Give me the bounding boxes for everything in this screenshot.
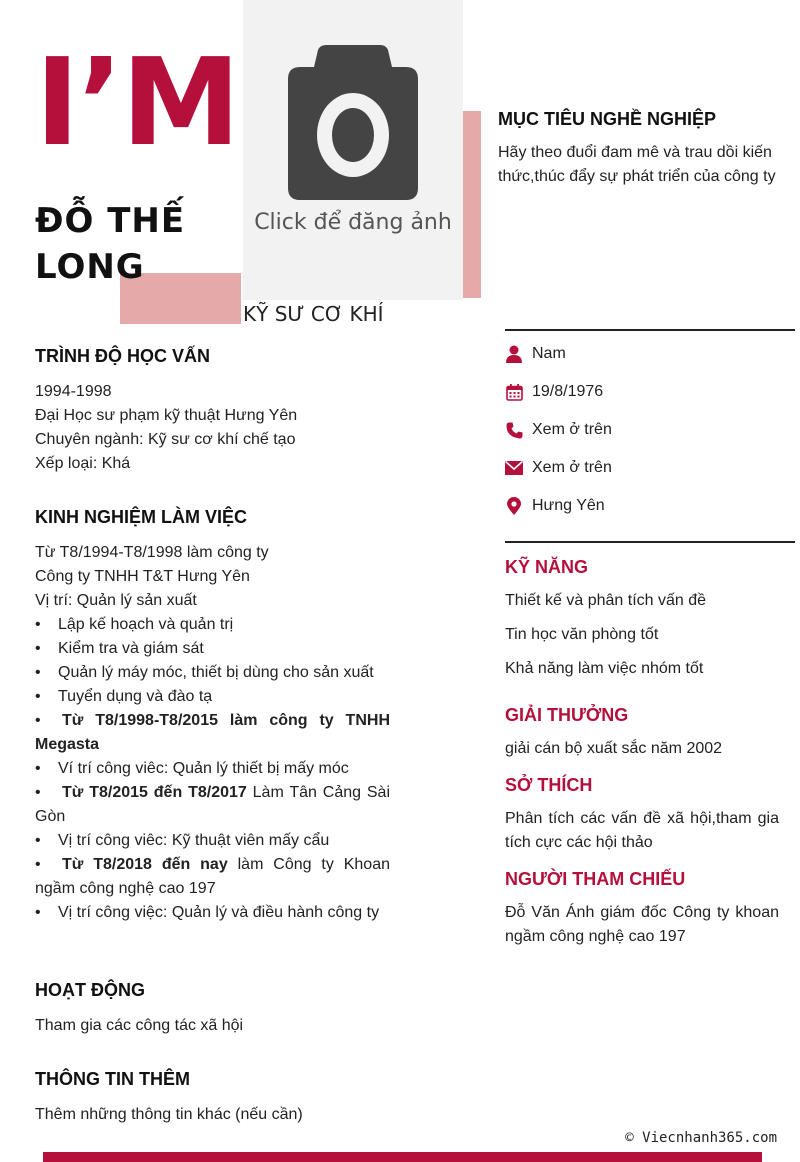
phone-value: Xem ở trên [532, 421, 612, 438]
list-item: • Tuyển dụng và đào tạ [35, 685, 390, 709]
experience-block [35, 541, 390, 925]
full-name: ĐỖ THẾ LONG [35, 201, 186, 287]
address-value: Hưng Yên [532, 497, 605, 514]
list-item: • Quản lý máy móc, thiết bị dùng cho sản xuất [35, 661, 390, 685]
list-item [35, 709, 390, 757]
location-pin-icon [505, 497, 523, 515]
list-item: • Vị trí công viêc: Kỹ thuật viên mấy cẩu [35, 829, 390, 853]
objective-title: MỤC TIÊU NGHỀ NGHIỆP [498, 109, 717, 129]
experience-company: Công ty TNHH T&T Hưng Yên [35, 568, 250, 585]
activities-title: HOẠT ĐỘNG [35, 980, 145, 1000]
references-text: Đỗ Văn Ánh giám đốc Công ty khoan ngầm công nghệ cao 197 [505, 904, 779, 945]
job-title: KỸ SƯ CƠ KHÍ [243, 302, 384, 326]
job-company: làm Công ty Khoan ngầm công nghệ cao 197 [35, 856, 390, 897]
awards-title: GIẢI THƯỞNG [505, 705, 629, 725]
decor-pink-block-right [463, 111, 481, 298]
email-icon [505, 459, 523, 477]
skill-item: Khả năng làm việc nhóm tốt [505, 660, 704, 677]
contact-phone [505, 418, 612, 442]
divider [505, 541, 795, 543]
dob-value: 19/8/1976 [532, 383, 604, 400]
footer-bar [43, 1152, 762, 1162]
photo-caption: Click để đăng ảnh [254, 210, 452, 235]
contact-dob [505, 380, 603, 404]
education-school: Đại Học sư phạm kỹ thuật Hưng Yên [35, 407, 298, 424]
photo-upload[interactable] [243, 0, 463, 300]
education-major: Chuyên ngành: Kỹ sư cơ khí chế tạo [35, 431, 296, 448]
contact-gender [505, 342, 566, 366]
skill-item: Thiết kế và phân tích vấn đề [505, 592, 707, 609]
hobbies-title: SỞ THÍCH [505, 775, 593, 795]
awards-text: giải cán bộ xuất sắc năm 2002 [505, 740, 723, 757]
phone-icon [505, 421, 523, 439]
list-item: • Vị trí công việc: Quản lý và điều hành công ty [35, 901, 390, 925]
contact-email [505, 456, 612, 480]
experience-period: Từ T8/1994-T8/1998 làm công ty [35, 544, 269, 561]
additional-text: Thêm những thông tin khác (nếu cần) [35, 1106, 303, 1123]
education-years: 1994-1998 [35, 383, 112, 400]
list-item: • Ví trí công viêc: Quản lý thiết bị mấy móc [35, 757, 390, 781]
list-item: • Kiểm tra và giám sát [35, 637, 390, 661]
hobbies-text: Phân tích các vấn đề xã hội,tham gia tích cực các hội thảo [505, 810, 779, 851]
job-period-bold: Từ T8/1998-T8/2015 làm công ty TNHH Megasta [35, 712, 390, 753]
calendar-icon [505, 383, 523, 401]
education-block [35, 380, 390, 476]
gender-value: Nam [532, 345, 566, 362]
skills-title: KỸ NĂNG [505, 557, 589, 577]
divider [505, 329, 795, 331]
logo-text: I’M [35, 34, 239, 173]
experience-title: KINH NGHIỆM LÀM VIỆC [35, 507, 248, 527]
education-title: TRÌNH ĐỘ HỌC VẤN [35, 346, 210, 366]
copyright-text: © Viecnhanh365.com [625, 1130, 777, 1146]
list-item [35, 853, 390, 901]
objective-text: Hãy theo đuổi đam mê và trau dồi kiến thức,thúc đẩy sự phát triển của công ty [498, 144, 776, 185]
list-item: • Lập kế hoạch và quản trị [35, 613, 390, 637]
education-grade: Xếp loại: Khá [35, 455, 131, 472]
job-period-bold: Từ T8/2015 đến T8/2017 [62, 784, 247, 801]
contact-address [505, 494, 605, 518]
user-icon [505, 345, 523, 363]
camera-icon [288, 45, 418, 205]
list-item [35, 781, 390, 829]
activities-text: Tham gia các công tác xã hội [35, 1017, 244, 1034]
additional-title: THÔNG TIN THÊM [35, 1069, 190, 1089]
experience-position: Vị trí: Quản lý sản xuất [35, 592, 197, 609]
job-period-bold: Từ T8/2018 đến nay [62, 856, 228, 873]
email-value: Xem ở trên [532, 459, 612, 476]
skill-item: Tin học văn phòng tốt [505, 626, 659, 643]
job-company: Làm Tân Cảng Sài Gòn [35, 784, 391, 825]
references-title: NGƯỜI THAM CHIẾU [505, 869, 686, 889]
